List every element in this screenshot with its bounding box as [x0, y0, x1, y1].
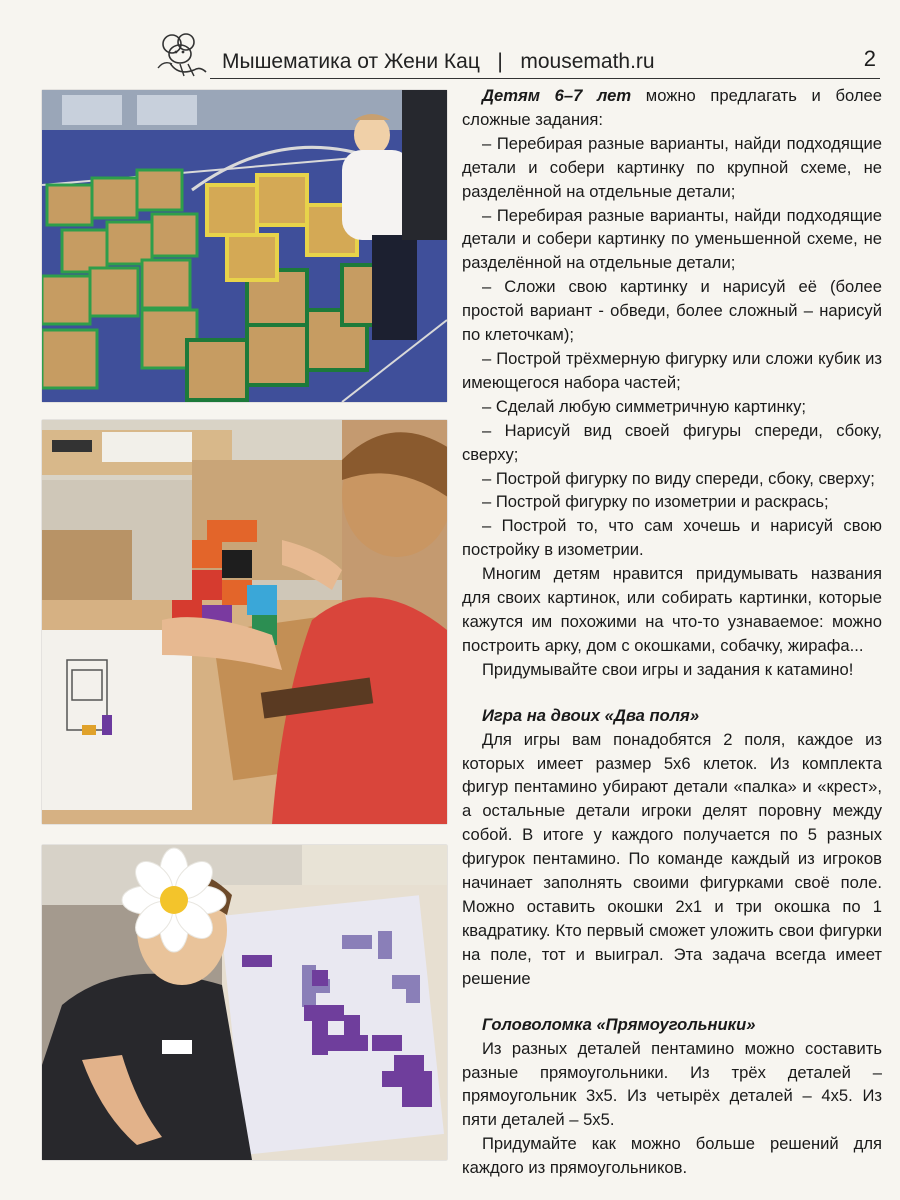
task-item: – Нарисуй вид своей фигуры спереди, сбоку, сверху;: [462, 420, 882, 464]
page-header: [150, 28, 880, 80]
header-rule: [210, 78, 880, 79]
header-separator: |: [497, 50, 503, 73]
two-fields-heading: Игра на двоих «Два поля»: [482, 705, 700, 725]
mouse-logo-icon: [150, 30, 220, 80]
two-fields-text: Для игры вам понадобятся 2 поля, каждое из которых имеет размер 5х6 клеток. Из комплекта фигур пентамино убирают детали «палка» и «крест», а остальные детали игроки делят поровну между собой. В итоге у каждого получается по 5 разных фигурок пентамино. По команде каждый из игроков начинает заполнять своими фигурками своё поле. Можно оставить окошки 2х1 и три окошка по 1 квадратику. Кто первый сможет уложить свои фигурки на поле, тот и выиграл. Эта задача всегда имеет решение: [462, 729, 882, 988]
task-item: – Сложи свою картинку и нарисуй её (более простой вариант - обведи, более сложный – нарисуй по клеточкам);: [462, 277, 882, 345]
rectangles-text: Из разных деталей пентамино можно составить разные прямоугольники. Из трёх деталей – прямоугольник 3х5. Из четырёх деталей – 4х5. Из пяти деталей – 5х5.: [462, 1038, 882, 1130]
task-item: – Перебирая разные варианты, найди подходящие детали и собери картинку по крупной схеме, не разделённой на отдельные детали;: [462, 133, 882, 201]
rectangles-heading: Головоломка «Прямоугольники»: [482, 1014, 756, 1034]
task-item: – Построй фигурку по изометрии и раскрась;: [482, 492, 829, 512]
page-number: 2: [863, 46, 876, 71]
rectangles-text-2: Придумайте как можно больше решений для каждого из прямоугольников.: [462, 1134, 882, 1178]
intro-rest: можно предлагать и более сложные задания:: [462, 86, 882, 129]
task-item: – Сделай любую симметричную картинку;: [482, 396, 807, 416]
photo-boy-purple-pentomino-icon: [42, 845, 447, 1160]
photo-boy-building-tower-icon: [42, 420, 447, 824]
names-paragraph: Многим детям нравится придумывать названия для своих картинок, или собирать картинки, которые кажутся им похожими на что-то узнаваемое: можно построить арку, дом с окошками, собачку, жирафа...: [462, 564, 882, 655]
article-text: [462, 84, 882, 1180]
site-name: mousemath.ru: [520, 50, 655, 73]
header-title: [222, 50, 655, 74]
photo-child-gym-blocks-icon: [42, 90, 447, 402]
invent-paragraph: Придумывайте свои игры и задания к катамино!: [482, 659, 854, 679]
series-title: Мышематика от Жени Кац: [222, 50, 480, 73]
task-item: – Перебирая разные варианты, найди подходящие детали и собери картинку по уменьшенной схеме, не разделённой на отдельные детали;: [462, 205, 882, 273]
task-item: – Построй фигурку по виду спереди, сбоку, сверху;: [482, 468, 875, 488]
intro-paragraph: [462, 84, 882, 132]
task-item: – Построй то, что сам хочешь и нарисуй свою постройку в изометрии.: [462, 516, 882, 560]
age-lead: Детям 6–7 лет: [482, 86, 632, 105]
task-item: – Построй трёхмерную фигурку или сложи кубик из имеющегося набора частей;: [462, 348, 882, 392]
